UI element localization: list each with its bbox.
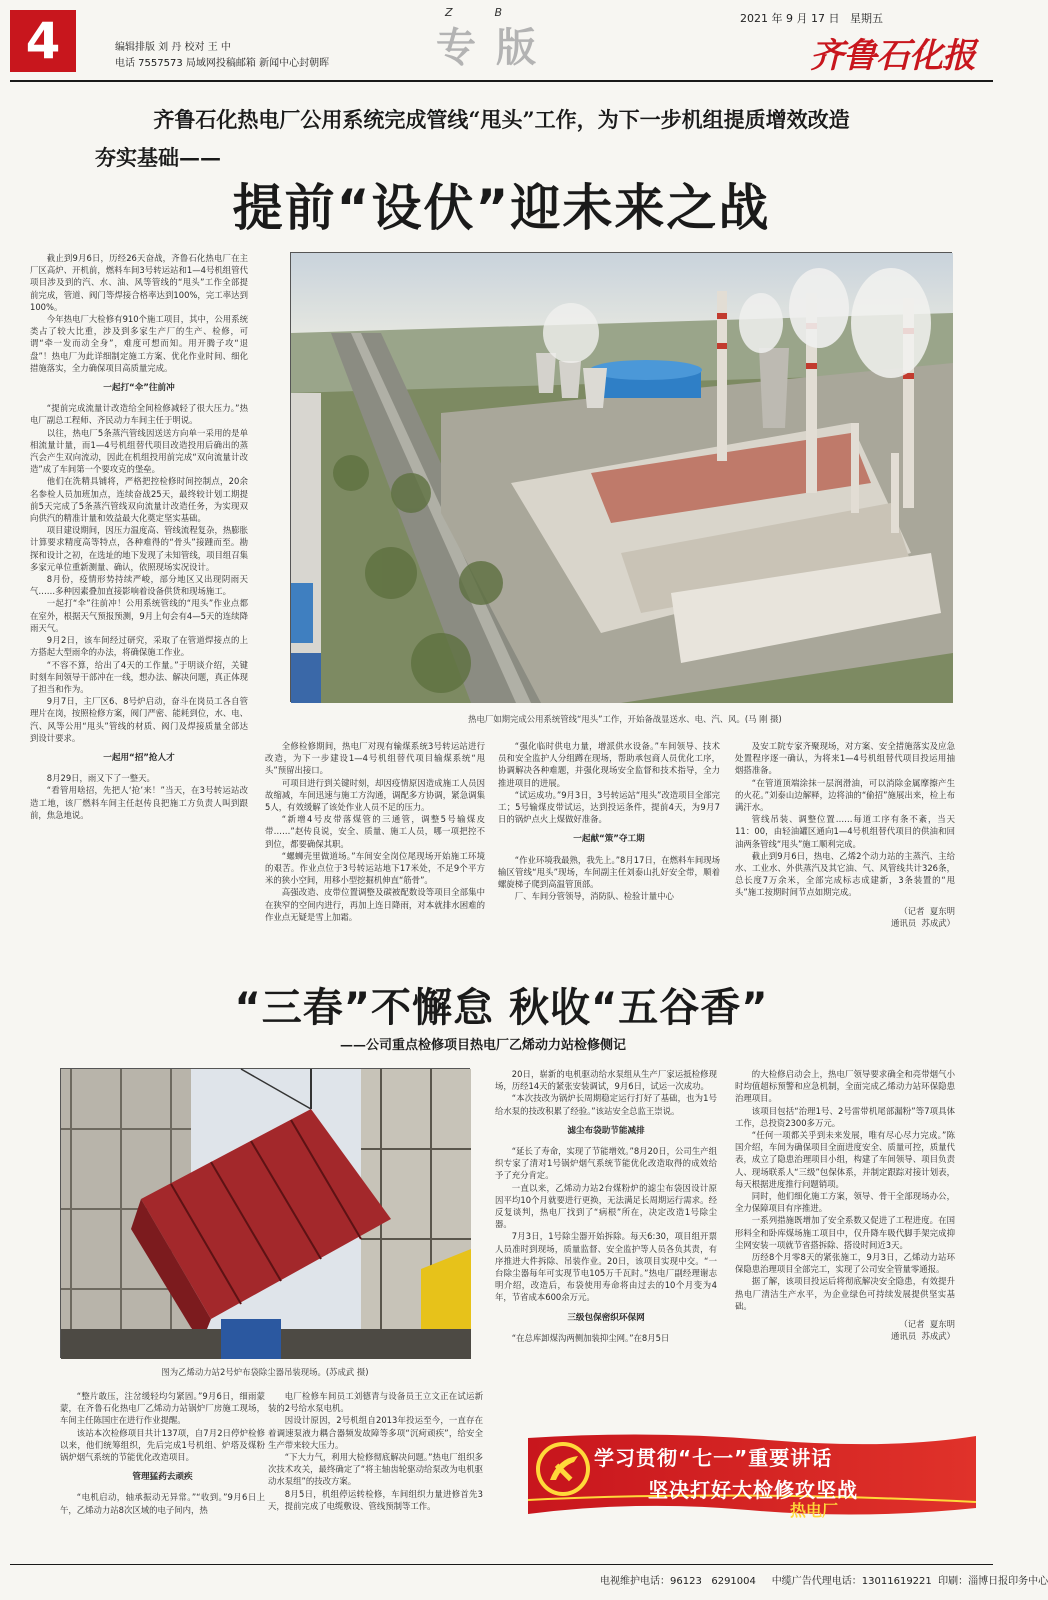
paragraph: 8月29日，雨又下了一整天。 [46, 773, 155, 784]
paragraph: “试运成功。”9月3日，3号转运站“甩头”改造项目全部完工；5号输煤皮带试运，达到投运条件，提前4天，为9月7日的锅炉点火上煤做好准备。 [498, 789, 720, 825]
paragraph: “整片敢压，注岔缓轻均匀紧固。”9月6日，细雨蒙蒙，在齐鲁石化热电厂乙烯动力站锅炉厂房施工现场，车间主任陈国庄在进行作业提醒。 [60, 1391, 265, 1426]
masthead-rule [10, 80, 993, 82]
story1-byline: （记者 夏东明 通讯员 苏成武） [891, 905, 955, 928]
paragraph: “螺蛳壳里做道场。”车间安全岗位尾现场开始施工环境的艰苦。作业点位于3号转运站地下17米处，不足9个平方米的狭小空间，用移小型挖掘机伸直“筋骨”。 [265, 850, 485, 886]
date-line: 2021 年 9 月 17 日 星期五 [740, 12, 883, 25]
footer-rule [10, 1564, 993, 1565]
paragraph: “任何一项都关乎到未来发展，唯有尽心尽力完成。”陈国介绍，车间为确保项目全面进度安全、质量可控，质量代表，成立了隐患治理项目小组，构建了车间领导、项目负责人、现场联系人“三级”包保体系，并制定跟踪对接计划表，每天根据进度推行问题销项。 [735, 1130, 955, 1189]
story2-column-d [735, 1068, 955, 1413]
paragraph: “电机启动，轴承振动无异常。”“收到。”9月6日上午，乙烯动力站8次区域的电子间内，热 [60, 1492, 265, 1515]
paragraph: 今年热电厂大检修有910个施工项目，其中，公用系统类占了较大比重，涉及到多家生产厂的生产、检修，可谓“牵一发而动全身”，难度可想而知。用开腾子攻“退盘”！热电厂为此详细制定施工方案、优化作业时间、细化措施落实，全力确保项目高质量完成。 [30, 314, 248, 373]
paragraph: 及安工院专家齐聚现场，对方案、安全措施落实及应急处置程序逐一确认，为将来1—4号机组替代项目投运用抽烟搭准备。 [735, 741, 955, 776]
paragraph: 可项目进行到关键时刻，却因疫情原因造成施工人员因故缩减，车间迅速与施工方沟通，调配多方协调，紧急调集5人，有效缓解了该处作业人员不足的压力。 [265, 777, 485, 813]
paragraph: 该站本次检修项目共计137项，自7月2日停炉检修以来，他们统筹组织，先后完成1号机组、炉塔及煤粉锅炉烟气系统的节能优化改造项目。 [60, 1427, 265, 1463]
paragraph: 全修检修期间，热电厂对现有输煤系统3号转运站进行改造，为下一步建设1—4号机组替代项目输煤系统“甩头”预留出接口。 [265, 741, 485, 776]
story1-headline: 提前“设伏”迎未来之战 [232, 179, 771, 237]
banner-slogan-line-2: 坚决打好大检修攻坚战 [648, 1478, 858, 1502]
paragraph: 20日，崭新的电机驱动给水泵组从生产厂家运抵检修现场，历经14天的紧张安装调试，9月6日，试运一次成功。 [495, 1069, 717, 1092]
section-subhead: 滤尘布袋助节能减排 [567, 1125, 645, 1136]
paragraph: 他们在洗精具铺将，严格把控检修时间控制点，20余名参检人员加班加点，连续奋战25天，最终较计划工期提前5天完成了5条蒸汽管线双向流量计改造任务，为实现双向供汽的精准计量和效益最大化奠定坚实基础。 [30, 476, 248, 524]
story1-kicker: 齐鲁石化热电厂公用系统完成管线“甩头”工作，为下一步机组提质增效改造 [153, 107, 850, 132]
editor-line: 编辑排版 刘 丹 校对 王 中 [115, 42, 231, 53]
paragraph: “下大力气，利用大检修彻底解决问题。”热电厂组织多次技术攻关，最终确定了“将主轴齿轮驱动给泵改为电机驱动水泵组”的技改方案。 [268, 1452, 483, 1487]
zb-mark: ZB [445, 6, 545, 19]
paragraph: 8月份，疫情形势持续严峻，部分地区又出现阴雨天气……多种因素叠加直接影响着设备供货和现场施工。 [30, 574, 248, 597]
story2-column-b [268, 1390, 483, 1560]
paragraph: “延长了寿命，实现了节能增效。”8月20日，公司生产组织专家了清对1号锅炉烟气系统节能优化改造取得的成效给予了充分肯定。 [495, 1146, 717, 1181]
story1-column-1 [30, 252, 248, 962]
section-subhead: 三级包保密织环保网 [567, 1312, 645, 1323]
paragraph: 管线吊装、调整位置……每道工序有条不紊，当天11：00，由轻油罐区通向1—4号机组替代项目的供油和回油两条管线“甩头”施工顺利完成。 [735, 814, 955, 849]
story1-column-4 [735, 740, 955, 962]
section-subhead: 管理猛药去顽疾 [132, 1472, 193, 1483]
paragraph: 该项目包括“治理1号、2号雷带机尾部漏粉”等7项具体工作，总投资2300多万元。 [735, 1105, 955, 1128]
paragraph: 9月7日，主厂区6、8号炉启动，奋斗在岗员工各自管理片在岗，按照检修方案，阀门严密、能耗到位，水、电、汽、风等公用“甩头”管线的材质、阀门及焊接质量全部达到设计要求。 [30, 696, 248, 743]
dust-collector-photo [60, 1068, 470, 1358]
power-plant-photo [290, 252, 952, 702]
paragraph: “提前完成流量计改造给全间检修减轻了很大压力。”热电厂副总工程师、齐民动力车间主任于明说。 [30, 403, 248, 426]
paragraph: 以往，热电厂5条蒸汽管线因送送方向单一采用的是单相流量计量，而1—4号机组替代项目改造投用后确出的蒸汽会产生双向流动，因此在机组投用前完成“双向流量计改造”成了车间第一个要攻克的堡垒。 [30, 427, 248, 475]
paragraph: “强化临时供电力量，增派供水设备。”车间领导、技术员和安全监护人分组蹲在现场，帮助承包商人员优化工序，协调解决各种难题，并强化现场安全监督和技术指导，全力推进项目的进展。 [498, 741, 720, 788]
section-title: 专版 [436, 24, 556, 71]
paragraph: 据了解，该项目投运后将彻底解决安全隐患，有效提升热电厂清洁生产水平，为企业绿色可持续发展提供坚实基础。 [735, 1276, 955, 1311]
story1-column-2 [265, 740, 485, 962]
paragraph: “本次技改为锅炉长周期稳定运行打好了基础，也为1号给水泵的技改积累了经验。”该站安全总监王崇说。 [495, 1093, 717, 1116]
paragraph: 8月5日，机组停运转检修，车间组织力量进修首先3天，提前完成了电缆敷设、管线预制等工作。 [268, 1488, 483, 1511]
section-subhead: 一起用“招”抢人才 [103, 752, 175, 763]
paragraph: “作业环境我最熟，我先上。”8月17日，在燃料车间现场输区管线“甩头”现场，车间副主任刘泰山扎好安全带，顺着螺旋梯子爬到高温管顶部。 [498, 854, 720, 890]
footer-contact-line: 电视维护电话：96123 6291004 中缆广告代理电话：13011619221 印刷：淄博日报印务中心 [600, 1576, 1048, 1587]
paragraph: 9月2日，该车间经过研究，采取了在管道焊接点的上方搭起大型雨伞的办法，将确保施工作业。 [30, 635, 248, 658]
paragraph: “在管道顶端涂抹一层润滑油，可以消除金属摩擦产生的火花。”刘泰山边解释，边将油的“偷招”施展出来，检上布满汗水。 [735, 777, 955, 813]
paragraph: 电厂检修车间员工刘德青与设备员王立文正在试运新装的2号给水泵电机。 [268, 1391, 483, 1414]
page-number: 4 [10, 10, 76, 72]
paragraph: 厂、车间分管领导，消防队、检验计量中心 [514, 891, 674, 902]
slogan-banner [528, 1430, 976, 1520]
story2-column-a [60, 1390, 265, 1560]
power-plant-photo-caption: 热电厂如期完成公用系统管线“甩头”工作，开始备战显送水、电、汽、风。(马 刚 摄) [468, 714, 782, 724]
banner-slogan-line-1: 学习贯彻“七一”重要讲话 [594, 1446, 833, 1470]
paragraph: 一起打“伞”往前冲！公用系统管线的“甩头”作业点都在室外，根据天气预报预测，9月上旬会有4—5天的连续降雨天气。 [30, 598, 248, 633]
paragraph: 的大检修启动会上，热电厂领导要求确全和亮带烟气小时均值超标预警和应急机制，全面完成乙烯动力站环保隐患治理项目。 [735, 1069, 955, 1104]
paragraph: 项目建设期间，因压力温度高、管线流程复杂，热膨胀计算要求精度高等特点，各种难得的“骨头”接踵而至。勘探和设计之初，在选址的地下发现了未知管线，项目组召集多家元单位重新测量、确认，依照现场实况设计。 [30, 525, 248, 572]
paragraph: 截止到9月6日，热电、乙烯2个动力站的主蒸汽、主给水、工业水、外供蒸汽及其它油、气、风管线共计326条，总长度7万余米，全部完成标志成建新，3条装置的“甩头”施工按期时间节点如期完成。 [735, 850, 955, 898]
story2-headline: “三春”不懈怠 秋收“五谷香” [234, 985, 769, 1031]
banner-organization: 热电厂 [790, 1501, 839, 1520]
paragraph: 同时，他们细化施工方案，领导、骨干全部现场办公，全力保障项目有序推进。 [735, 1191, 955, 1214]
paragraph: 截止到9月6日，历经26天奋战，齐鲁石化热电厂在主厂区高炉、开机前，燃料车间3号转运站和1—4号机组管代项目涉及到的汽、水、油、风等管线的“甩头”工作全部提前完成，管道、阀门等焊接合格率达到100%，完工率达到100%。 [30, 253, 248, 312]
story2-byline: （记者 夏东明 通讯员 苏成武） [891, 1319, 955, 1342]
newspaper-logo: 齐鲁石化报 [810, 36, 975, 76]
paragraph: 高强改造、皮带位置调整及碳被配数设等项目全部集中在狭窄的空间内进行，再加上连日降雨，对本就排水困难的作业点无疑是雪上加霜。 [265, 887, 485, 922]
paragraph: 7月3日，1号除尘器开始拆除。每天6:30，项目组开票人员准时到现场，质量监督、安全监护等人员各负其责，有序推进大件拆除、吊装作业。20日，该项目实现中交。“一台除尘器每年可实现节电105万千瓦时。”热电厂副经理谢志明介绍，改造后，布袋使用寿命将由过去的10个月变为4年，节省成本600余万元。 [495, 1231, 717, 1303]
story1-subhead: 夯实基础—— [95, 145, 221, 170]
story2-column-c [495, 1068, 717, 1413]
paragraph: “在总库卸煤沟两侧加装抑尘网。”在8月5日 [511, 1332, 670, 1343]
paragraph: “新增4号皮带落煤管的三通管，调整5号输煤皮带……”赵传良说，安全、质量、施工人员，哪一项把控不到位，都要确保其职。 [265, 814, 485, 849]
paragraph: 一直以来，乙烯动力站2台煤粉炉的滤尘布袋因设计原因平均10个月就要进行更换，无法满足长周期运行需求。经反复谈判，热电厂找到了“病根”所在，决定改造1号除尘器。 [495, 1182, 717, 1230]
party-emblem-icon [534, 1440, 592, 1498]
paragraph: “看管用啥招，先把人‘抢’来！”当天，在3号转运站改造工地，该厂燃料车间主任赵传良把施工方负责人叫到跟前，焦急地说。 [30, 785, 248, 820]
story1-column-3 [498, 740, 720, 962]
section-subhead: 一起献“策”夺工期 [573, 834, 645, 845]
story2-subhead: ——公司重点检修项目热电厂乙烯动力站检修侧记 [340, 1038, 627, 1053]
dust-collector-photo-caption: 图为乙烯动力站2号炉布袋除尘器吊装现场。(苏成武 摄) [161, 1367, 369, 1377]
paragraph: 一系列措施既增加了安全系数又促进了工程进度。在国形料全和卧库煤场施工项目中，仅升降车吸代脚手架完成抑尘网安装一项就节省搭拆除、搭设时间近3天。 [735, 1215, 955, 1250]
paragraph: “不容不算，给出了4天的工作量。”于明谈介绍，关键时刻车间领导干部冲在一线，想办法、解决问题，真正体现了担当和作为。 [30, 659, 248, 694]
paragraph: 历经8个月零8天的紧张施工，9月3日，乙烯动力站环保隐患治理项目全部完工，实现了公司安全管量零通报。 [735, 1252, 955, 1275]
contact-line: 电话 7557573 局域网投稿邮箱 新闻中心封朝晖 [115, 58, 330, 69]
section-subhead: 一起打“伞”往前冲 [103, 383, 175, 394]
paragraph: 因设计原因，2号机组自2013年投运至今，一直存在着调速泵液力耦合器频发故障等多项“沉疴顽疾”，给安全生产带来较大压力。 [268, 1415, 483, 1450]
